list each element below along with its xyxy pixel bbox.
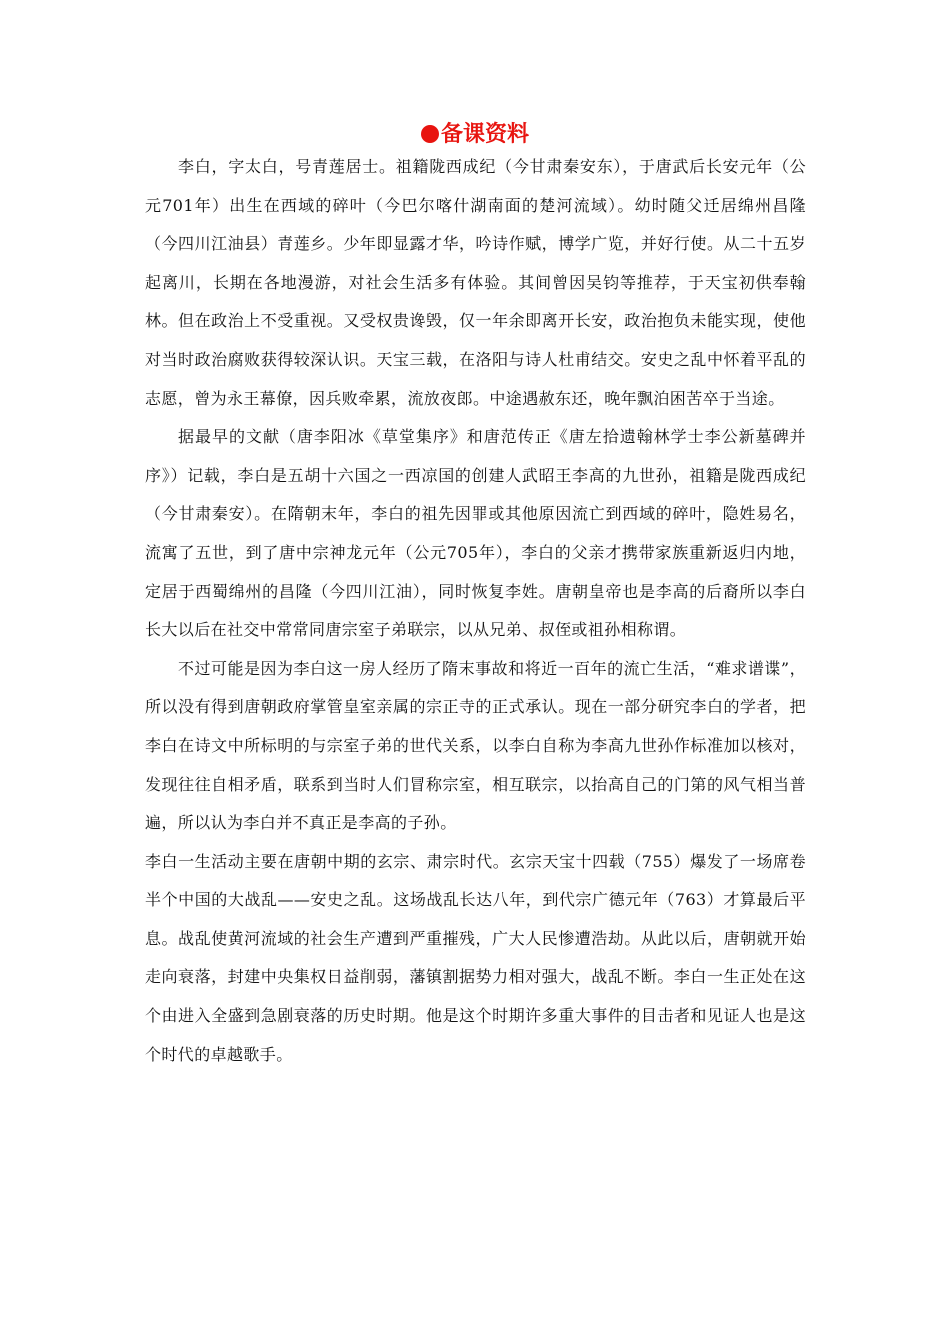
document-title (0, 120, 950, 150)
paragraph-historical-era: 李白一生活动主要在唐朝中期的玄宗、肃宗时代。玄宗天宝十四载（755）爆发了一场席卷半个中国的大战乱——安史之乱。这场战乱长达八年，到代宗广德元年（763）才算最后平息。战乱使黄河流域的社会生产遭到严重摧残，广大人民惨遭浩劫。从此以后，唐朝就开始走向衰落，封建中央集权日益削弱，藩镇割据势力相对强大，战乱不断。李白一生正处在这个由进入全盛到急剧衰落的历史时期。他是这个时期许多重大事件的目击者和见证人也是这个时代的卓越歌手。 (145, 851, 806, 1064)
paragraph-lineage-doubt: 不过可能是因为李白这一房人经历了隋末事故和将近一百年的流亡生活，“难求谱谍”，所以没有得到唐朝政府掌管皇室亲属的宗正寺的正式承认。现在一部分研究李白的学者，把李白在诗文中所标明的与宗室子弟的世代关系，以李白自称为李高九世孙作标准加以核对，发现往往自相矛盾，联系到当时人们冒称宗室，相互联宗，以抬高自己的门第的风气相当普遍，所以认为李白并不真正是李高的子孙。 (145, 658, 806, 833)
document-body (145, 148, 806, 1074)
paragraph-biography: 李白，字太白，号青莲居士。祖籍陇西成纪（今甘肃秦安东），于唐武后长安元年（公元701年）出生在西域的碎叶（今巴尔喀什湖南面的楚河流域）。幼时随父迁居绵州昌隆（今四川江油县）青莲乡。少年即显露才华，吟诗作赋，博学广览，并好行使。从二十五岁起离川，长期在各地漫游，对社会生活多有体验。其间曾因吴钧等推荐，于天宝初供奉翰林。但在政治上不受重视。又受权贵谗毁，仅一年余即离开长安，政治抱负未能实现，使他对当时政治腐败获得较深认识。天宝三载，在洛阳与诗人杜甫结交。安史之乱中怀着平乱的志愿，曾为永王幕僚，因兵败牵累，流放夜郎。中途遇赦东还，晚年飘泊困苦卒于当途。 (145, 157, 806, 408)
paragraph-ancestry: 据最早的文献（唐李阳冰《草堂集序》和唐范传正《唐左拾遗翰林学士李公新墓碑并序》）记载，李白是五胡十六国之一西凉国的创建人武昭王李高的九世孙，祖籍是陇西成纪（今甘肃秦安）。在隋朝末年，李白的祖先因罪或其他原因流亡到西域的碎叶，隐姓易名，流寓了五世，到了唐中宗神龙元年（公元705年），李白的父亲才携带家族重新返归内地，定居于西蜀绵州的昌隆（今四川江油），同时恢复李姓。唐朝皇帝也是李高的后裔所以李白长大以后在社交中常常同唐宗室子弟联宗，以从兄弟、叔侄或祖孙相称谓。 (145, 427, 806, 640)
bullet-dot-icon (421, 125, 439, 143)
title-text: 备课资料 (440, 122, 529, 147)
